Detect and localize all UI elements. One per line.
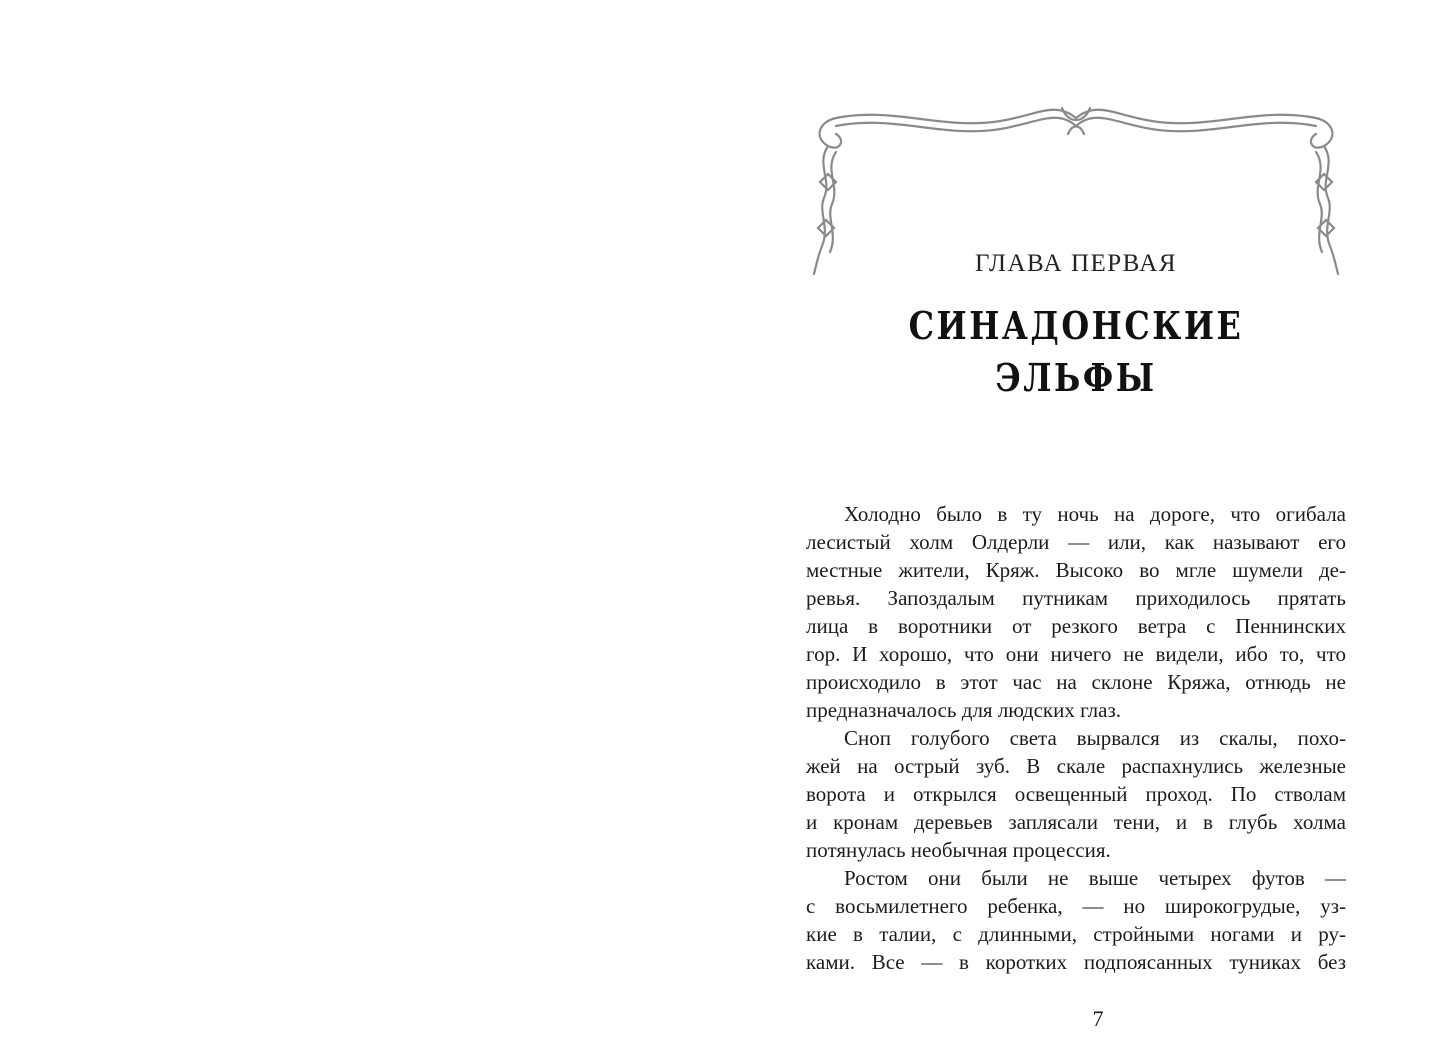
text-line: происходило в этот час на склоне Кряжа, отнюдь не: [806, 670, 1346, 694]
chapter-body-text: [806, 500, 1346, 976]
text-line: с восьмилетнего ребенка, — но широкогрудые, уз-: [806, 894, 1346, 918]
text-line: гор. И хорошо, что они ничего не видели, ибо то, что: [806, 642, 1346, 666]
text-line: Ростом они были не выше четырех футов —: [844, 866, 1346, 890]
text-line: жей на острый зуб. В скале распахнулись железные: [806, 754, 1346, 778]
paragraph: [806, 500, 1346, 724]
text-line: ворота и открылся освещенный проход. По стволам: [806, 782, 1346, 806]
text-line: лесистый холм Олдерли — или, как называют его: [806, 530, 1346, 554]
paragraph: [806, 724, 1346, 864]
chapter-title-line: ЭЛЬФЫ: [995, 355, 1157, 400]
chapter-title: [849, 300, 1303, 404]
text-line: и кронам деревьев заплясали тени, и в глубь холма: [806, 810, 1346, 834]
text-line: Сноп голубого света вырвался из скалы, похо-: [844, 726, 1346, 750]
text-line: потянулась необычная процессия.: [806, 838, 1111, 862]
text-line: предназначалось для людских глаз.: [806, 698, 1122, 722]
chapter-title-line: СИНАДОНСКИЕ: [908, 303, 1244, 348]
chapter-label: ГЛАВА ПЕРВАЯ: [974, 250, 1178, 277]
paragraph: [806, 864, 1346, 976]
text-line: ками. Все — в коротких подпоясанных туниках без: [806, 950, 1346, 974]
text-line: Холодно было в ту ночь на дороге, что огибала: [844, 502, 1346, 526]
text-line: ревья. Запоздалым путникам приходилось прятать: [806, 586, 1346, 610]
text-line: кие в талии, с длинными, стройными ногами и ру-: [806, 922, 1346, 946]
text-line: местные жители, Кряж. Высоко во мгле шумели де-: [806, 558, 1346, 582]
text-line: лица в воротники от резкого ветра с Пеннинских: [806, 614, 1346, 638]
page-number: 7: [1092, 1006, 1104, 1031]
